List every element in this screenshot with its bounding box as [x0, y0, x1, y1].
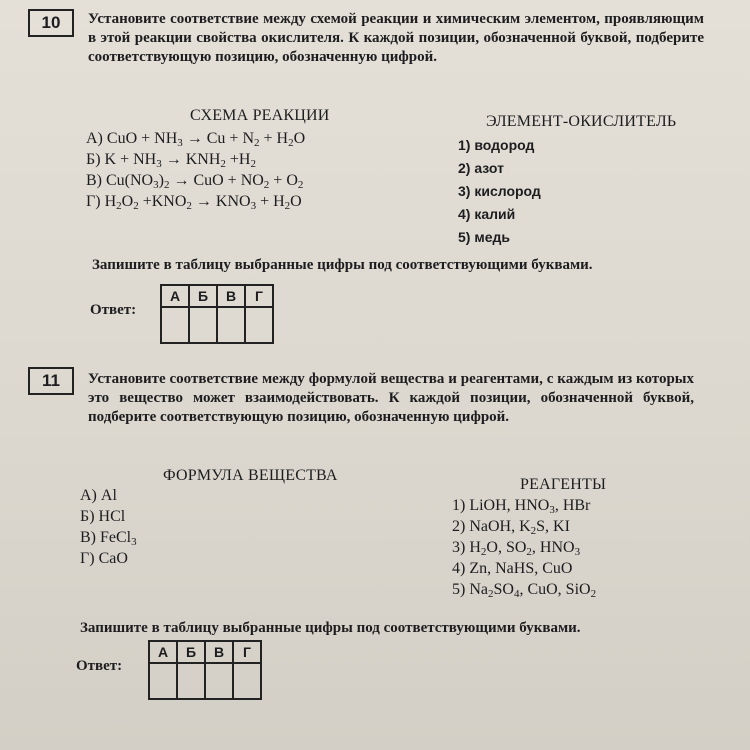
reaction-formula: $H_2O_2 +KNO_2 \to KNO_3 + H_2O$	[104, 193, 302, 212]
answer-cell-g[interactable]	[233, 663, 261, 699]
reaction-formula: $Cu(NO_3)_2$ → CuO + $NO_2 + O_2$	[106, 172, 304, 191]
substance-letter: Г)	[80, 550, 95, 567]
task-11-right-header: РЕАГЕНТЫ	[520, 476, 607, 493]
task-11-left-header: ФОРМУЛА ВЕЩЕСТВА	[163, 467, 338, 484]
substance-letter: В)	[80, 529, 96, 546]
substance-row	[80, 506, 137, 527]
reagent-formula: LiOH, $HNO_3$, HBr	[469, 497, 591, 516]
reaction-row	[86, 128, 305, 149]
answer-cell-b[interactable]	[177, 663, 205, 699]
reagent-number: 3)	[452, 539, 466, 556]
task-11-text: Установите соответствие между формулой вещества и реагентами, с каждым из которых это вещество может взаимодействовать. К каждой позиции, обозначенной буквой, подберите соответствующую позицию, обозначенную цифрой.	[88, 371, 694, 425]
answer-cell-a[interactable]	[149, 663, 177, 699]
reaction-letter: В)	[86, 172, 102, 189]
reagent-formula: $Na_2SO_4$, CuO, SiO$_2$	[469, 581, 597, 600]
option-item: 1) водород	[458, 137, 535, 153]
reagent-row	[452, 495, 596, 516]
reagent-formula: Zn, NaHS, CuO	[469, 560, 573, 577]
answer-cell-g[interactable]	[245, 307, 273, 343]
reaction-formula: $K + NH_3 \to KNH_2 +H_2$	[104, 151, 256, 170]
reaction-letter: Б)	[86, 151, 101, 168]
answer-cell-v[interactable]	[205, 663, 233, 699]
reaction-row	[86, 191, 305, 212]
option-item: 3) кислород	[458, 183, 541, 199]
substance-letter: А)	[80, 487, 97, 504]
task-11-answer-label: Ответ:	[76, 658, 123, 674]
reagent-number: 2)	[452, 518, 466, 535]
substance-row	[80, 527, 137, 548]
task-10-instruction: Запишите в таблицу выбранные цифры под соответствующими буквами.	[92, 257, 593, 273]
substance-row	[80, 485, 137, 506]
task-11-substance-list	[80, 485, 137, 569]
option-item: 2) азот	[458, 160, 504, 176]
answer-header-g: Г	[245, 285, 273, 307]
reagent-row	[452, 579, 596, 600]
reagent-number: 1)	[452, 497, 466, 514]
answer-cell-b[interactable]	[189, 307, 217, 343]
reagent-row	[452, 516, 596, 537]
substance-formula: CaO	[98, 550, 128, 567]
answer-header-v: В	[217, 285, 245, 307]
answer-header-v: В	[205, 641, 233, 663]
reaction-row	[86, 170, 305, 191]
task-10-answer-table	[160, 284, 274, 344]
reaction-letter: Г)	[86, 193, 101, 210]
reagent-row	[452, 537, 596, 558]
reagent-formula: $H_2O$, $SO_2$, $HNO_3$	[469, 539, 581, 558]
reaction-formula: CuO + $NH_3 \to Cu + N_2 + H_2O$	[106, 130, 306, 149]
task-10-right-header: ЭЛЕМЕНТ-ОКИСЛИТЕЛЬ	[486, 113, 677, 130]
answer-header-a: А	[161, 285, 189, 307]
substance-letter: Б)	[80, 508, 95, 525]
reaction-row	[86, 149, 305, 170]
answer-header-a: А	[149, 641, 177, 663]
task-11-number: 11	[28, 367, 74, 395]
answer-cell-a[interactable]	[161, 307, 189, 343]
task-10-option-list	[458, 134, 541, 249]
task-10-reaction-list	[86, 128, 305, 212]
reaction-letter: А)	[86, 130, 103, 147]
task-10-number: 10	[28, 9, 74, 37]
option-item: 4) калий	[458, 206, 516, 222]
task-11-instruction: Запишите в таблицу выбранные цифры под соответствующими буквами.	[80, 620, 581, 636]
option-item: 5) медь	[458, 229, 510, 245]
substance-row	[80, 548, 137, 569]
substance-formula: Al	[100, 487, 117, 504]
answer-header-g: Г	[233, 641, 261, 663]
reagent-number: 5)	[452, 581, 466, 598]
substance-formula: HCl	[98, 508, 126, 525]
substance-formula: FeCl$_3$	[100, 529, 137, 548]
answer-header-b: Б	[177, 641, 205, 663]
reagent-number: 4)	[452, 560, 466, 577]
answer-header-b: Б	[189, 285, 217, 307]
task-11-answer-table	[148, 640, 262, 700]
reagent-row	[452, 558, 596, 579]
answer-cell-v[interactable]	[217, 307, 245, 343]
task-10-text: Установите соответствие между схемой реакции и химическим элементом, проявляющим в этой реакции свойства окислителя. К каждой позиции, обозначенной буквой, подберите соответствующую позицию, обозначенную цифрой.	[88, 11, 704, 65]
task-11-reagent-list	[452, 495, 596, 600]
reagent-formula: NaOH, $K_2S$, KI	[469, 518, 570, 537]
task-10-answer-label: Ответ:	[90, 302, 137, 318]
task-10-left-header: СХЕМА РЕАКЦИИ	[190, 107, 330, 124]
